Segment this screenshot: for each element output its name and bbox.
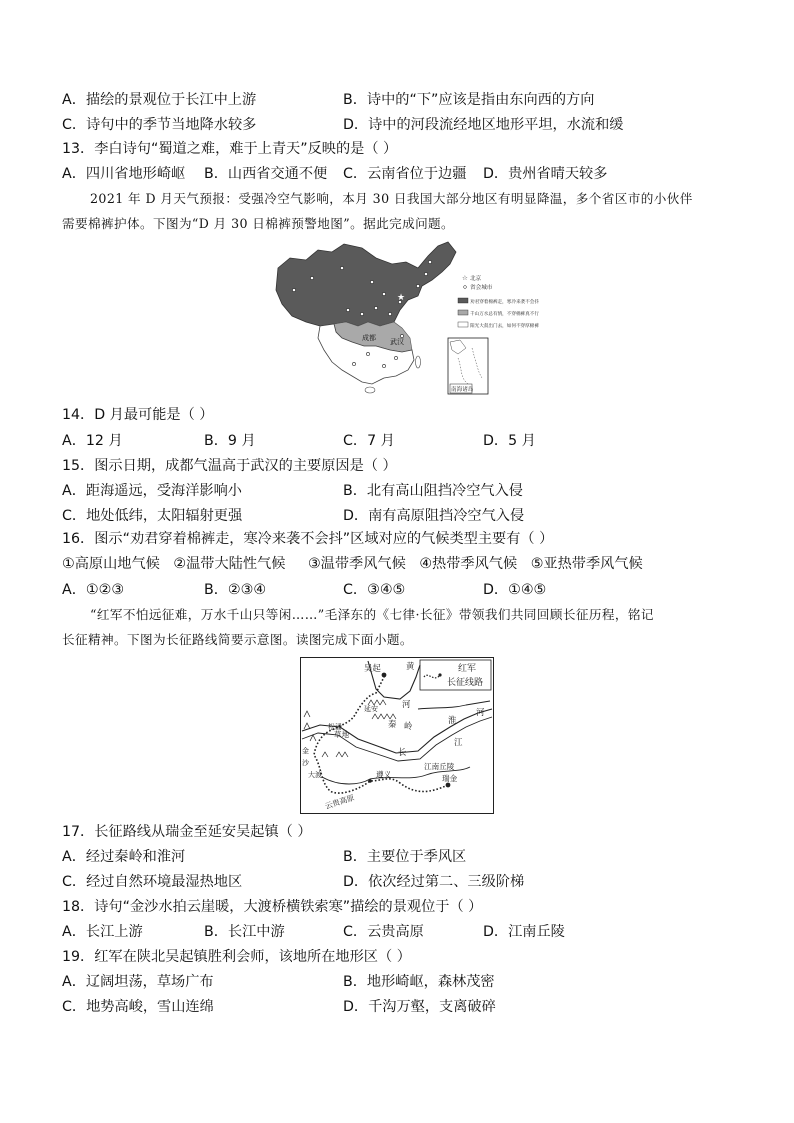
cotton-pants-warning-map [272,238,539,396]
q13-option-b: B．山西省交通不便 [204,166,328,182]
q14-stem: 14．D 月最可能是（ ） [62,407,214,423]
q15-option-b: B．北有高山阻挡冷空气入侵 [343,483,523,499]
legend-capital: 省会城市 [470,285,493,291]
label-he: 河 [402,699,411,709]
label-huang: 黄 [406,661,415,671]
legend-item-3: 阳光大叔出门去，如何不穿厚棉裤 [470,323,539,328]
china-map-figure [272,238,539,396]
chengdu-label: 成都 [362,334,376,342]
q17-option-c: C．经过自然环境最湿热地区 [62,874,243,890]
q14-option-c: C．7 月 [343,433,395,449]
q14-option-b: B．9 月 [204,433,256,449]
q16-option-b: B．②③④ [204,582,267,598]
label-yanan: 延安 [364,705,378,713]
q13-stem: 13．李白诗句“蜀道之难，难于上青天”反映的是（ ） [62,141,398,157]
q15-option-a: A．距海遥远，受海洋影响小 [62,483,242,499]
south-sea-inset [448,338,488,394]
label-caodi: 草地 [334,730,350,739]
wuhan-label: 武汉 [390,338,404,346]
q13-option-d: D．贵州省晴天较多 [483,166,608,182]
q13-option-a: A．四川省地形崎岖 [62,166,186,182]
label-jiangnan: 江南丘陵 [424,762,455,771]
long-march-map-figure [300,657,494,814]
label-jin: 金 [302,747,309,755]
label-songpan: 松潘 [328,723,342,731]
q16-option-c: C．③④⑤ [343,582,406,598]
q17-option-b: B．主要位于季风区 [343,849,467,865]
map-legend [458,274,539,329]
q16-option-a: A．①②③ [62,582,125,598]
q16-statement-list: ①高原山地气候 ②温带大陆性气候 ③温带季风气候 ④热带季风气候 ⑤亚热带季风气候 [62,556,643,572]
legend-label-2: 长征线路 [447,678,484,688]
label-zunyi: 遵义 [376,770,392,779]
intro1-line2: 需要棉裤护体。下图为“D 月 30 日棉裤预警地图”。据此完成问题。 [62,216,455,231]
inset-label: 南海诸岛 [451,387,474,393]
label-sha: 沙 [302,759,309,767]
q12-option-a: A．描绘的景观位于长江中上游 [62,92,257,108]
q18-option-d: D．江南丘陵 [483,924,565,940]
q12-option-d: D．诗中的河段流经地区地形平坦，水流和缓 [343,117,624,133]
q14-option-a: A．12 月 [62,433,123,449]
q18-option-a: A．长江上游 [62,924,143,940]
label-yungui: 云贵高原 [323,792,356,811]
map-region-dark [276,242,456,326]
q15-option-d: D．南有高原阻挡冷空气入侵 [343,508,525,524]
label-huaihe: 河 [476,707,485,717]
legend-beijing: 北京 [470,276,482,282]
label-qin: 秦 [388,719,397,729]
label-wuqi: 吴起 [364,663,381,673]
beijing-star-icon: ★ [397,293,406,303]
label-chang: 长 [398,747,407,757]
label-dadu: 大渡 [308,771,322,779]
svg-text:☆: ☆ [462,275,468,282]
legend-item-2: 千山万水总有情，不穿棉裤真不行 [470,311,539,316]
intro2-line1: “红军不怕远征难，万水千山只等闲……”毛泽东的《七律·长征》带领我们共同回顾长征历程，铭记 [90,607,654,622]
q12-option-b: B．诗中的“下”应该是指由东向西的方向 [343,92,595,108]
q19-option-d: D．千沟万壑，支离破碎 [343,999,496,1015]
q16-stem: 16．图示“劝君穿着棉裤走，寒冷来袭不会抖”区域对应的气候类型主要有（ ） [62,531,554,547]
intro1-line1: 2021 年 D 月天气预报：受强冷空气影响，本月 30 日我国大部分地区有明显降温，多个省区市的小伙伴 [90,191,693,206]
q15-option-c: C．地处低纬，太阳辐射更强 [62,508,243,524]
q17-option-a: A．经过秦岭和淮河 [62,849,186,865]
q14-option-d: D．5 月 [483,433,536,449]
intro2-line2: 长征精神。下图为长征路线简要示意图。读图完成下面小题。 [62,632,413,647]
q19-option-c: C．地势高峻，雪山连绵 [62,999,214,1015]
q17-stem: 17．长征路线从瑞金至延安吴起镇（ ） [62,824,312,840]
q19-option-b: B．地形崎岖，森林茂密 [343,974,495,990]
long-march-route-map [300,657,494,814]
label-huai: 淮 [448,715,457,725]
label-jiang: 江 [454,737,463,747]
q18-option-b: B．长江中游 [204,924,285,940]
q18-option-c: C．云贵高原 [343,924,424,940]
q15-stem: 15．图示日期，成都气温高于武汉的主要原因是（ ） [62,458,397,474]
legend-label-1: 红军 [458,664,477,674]
q12-option-c: C．诗句中的季节当地降水较多 [62,117,257,133]
label-ling: 岭 [404,721,413,731]
q18-stem: 18．诗句“金沙水拍云崖暖，大渡桥横铁索寒”描绘的景观位于（ ） [62,899,483,915]
q19-option-a: A．辽阔坦荡，草场广布 [62,974,214,990]
q13-option-c: C．云南省位于边疆 [343,166,467,182]
q16-option-d: D．①④⑤ [483,582,547,598]
q17-option-d: D．依次经过第二、三级阶梯 [343,874,525,890]
q19-stem: 19．红军在陕北吴起镇胜利会师，该地所在地形区（ ） [62,949,411,965]
legend-item-1: 劝君穿着棉裤走，寒冷来袭不会抖 [470,299,539,304]
label-ruijin: 瑞金 [442,774,458,783]
